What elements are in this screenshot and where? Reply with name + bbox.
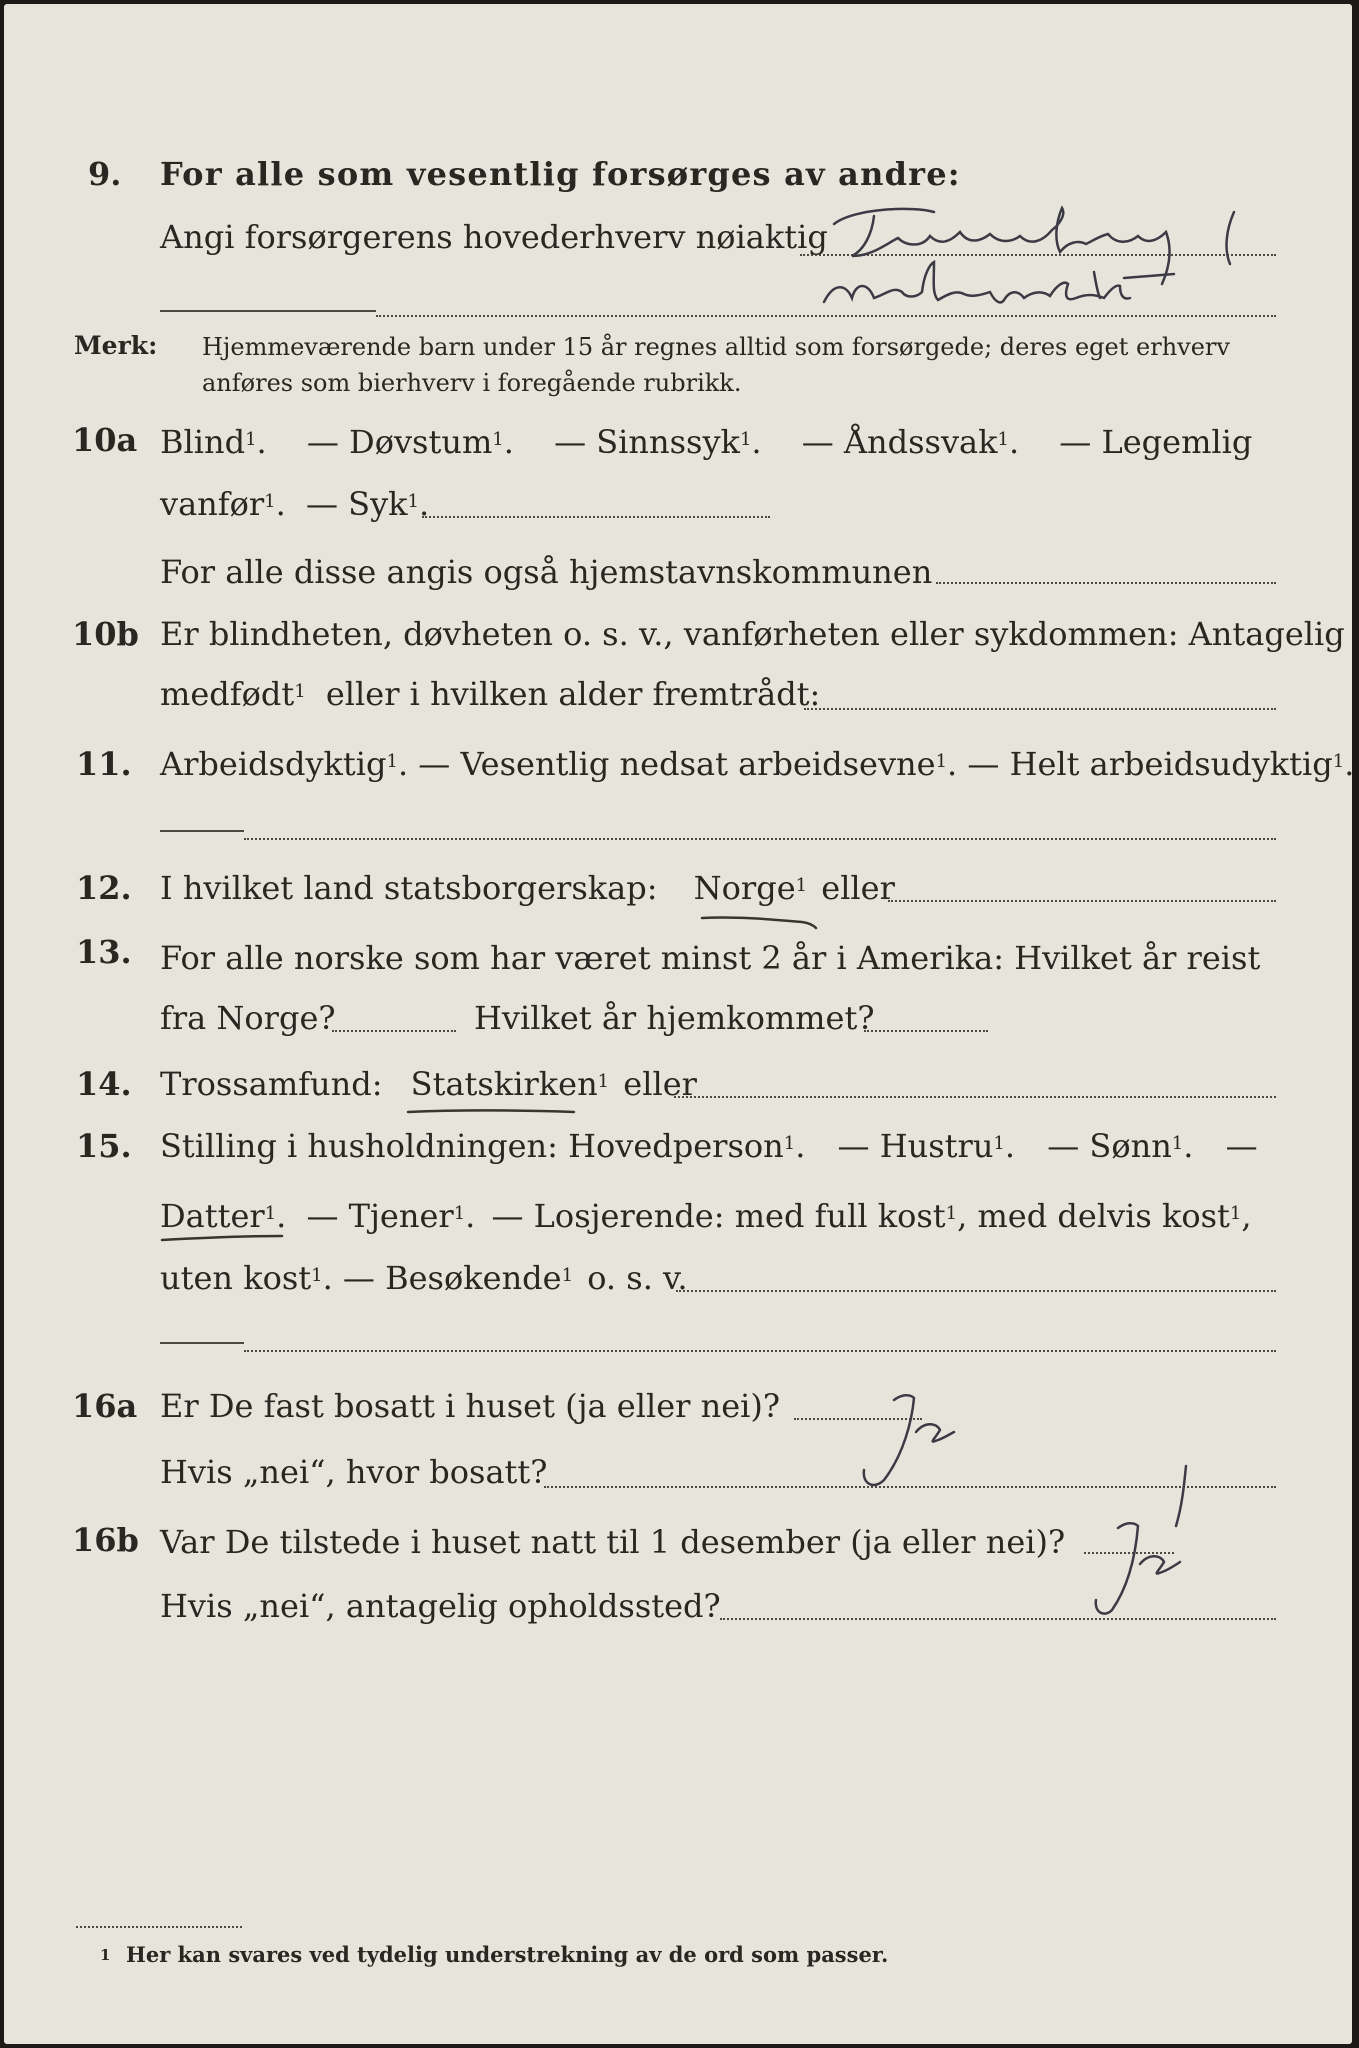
- q9-line2: Angi forsørgerens hovederhverv nøiaktig: [160, 218, 828, 256]
- option-dovstum: — Døvstum: [306, 423, 493, 461]
- q16a-number: 16a: [72, 1387, 138, 1425]
- footnote-marker: 1: [100, 1946, 111, 1964]
- q10a-line3: For alle disse angis også hjemstavnskommunen: [160, 553, 933, 591]
- option-syk: — Syk: [305, 485, 408, 523]
- option-vanfor: vanfør: [160, 485, 265, 523]
- option-nedsat: — Vesentlig nedsat arbeidsevne: [418, 745, 936, 783]
- option-sinnssyk: — Sinnssyk: [554, 423, 740, 461]
- q10a-number: 10a: [72, 421, 138, 459]
- q15-answer-line-2: [244, 1350, 1276, 1352]
- q11-number: 11.: [76, 745, 132, 783]
- option-legemlig: — Legemlig: [1059, 423, 1253, 461]
- q16b-line1: Var De tilstede i huset natt til 1 desember (ja eller nei)?: [160, 1523, 1066, 1561]
- q12-number: 12.: [76, 869, 132, 907]
- q11-line: Arbeidsdyktig$^1$. — Vesentlig nedsat arbeidsevne$^1$. — Helt arbeidsudyktig$^1$.: [160, 745, 1355, 783]
- footnote-text: Her kan svares ved tydelig understrekning av de ord som passer.: [126, 1942, 889, 1967]
- q13-line1: For alle norske som har været minst 2 år i Amerika: Hvilket år reist: [160, 939, 1261, 977]
- q9-handwritten-answer: [794, 194, 1264, 324]
- q15-answer-line: [676, 1290, 1276, 1292]
- option-udyktig: — Helt arbeidsudyktig: [967, 745, 1333, 783]
- q16a-line1: Er De fast bosatt i huset (ja eller nei)?: [160, 1387, 781, 1425]
- q14-line: Trossamfund: Statskirken$^1$ eller: [160, 1065, 697, 1103]
- q12-line: I hvilket land statsborgerskap: Norge$^1$ eller: [160, 869, 895, 907]
- q11-answer-line: [244, 838, 1276, 840]
- statskirken-underline: [404, 1104, 584, 1120]
- option-norge: Norge: [693, 869, 796, 907]
- q9-number: 9.: [88, 155, 122, 193]
- q10b-line1: Er blindheten, døvheten o. s. v., vanførheten eller sykdommen: Antagelig: [160, 615, 1345, 653]
- q15-line3: uten kost$^1$. — Besøkende$^1$ o. s. v.: [160, 1259, 688, 1297]
- footnote-rule: [76, 1926, 242, 1928]
- q16b-number: 16b: [72, 1521, 139, 1559]
- census-form-page: [4, 4, 1355, 2044]
- q10b-answer-line: [804, 708, 1276, 710]
- option-blind: Blind: [160, 423, 246, 461]
- q15-number: 15.: [76, 1127, 132, 1165]
- q13-reist-line: [332, 1030, 456, 1032]
- merk-label: Merk:: [74, 331, 158, 360]
- norge-underline: [698, 912, 828, 932]
- q15-line2: Datter$^1$. — Tjener$^1$. — Losjerende: med full kost$^1$, med delvis kost$^1$,: [160, 1197, 1252, 1235]
- q16a-line2: Hvis „nei“, hvor bosatt?: [160, 1453, 548, 1491]
- option-statskirken: Statskirken: [410, 1065, 598, 1103]
- q13-number: 13.: [76, 933, 132, 971]
- option-medfodt: medfødt: [160, 675, 295, 713]
- q15-line1: Stilling i husholdningen: Hovedperson$^1$. — Hustru$^1$. — Sønn$^1$. —: [160, 1127, 1258, 1165]
- q9-line1: For alle som vesentlig forsørges av andre:: [160, 155, 961, 193]
- option-arbeidsdyktig: Arbeidsdyktig: [160, 745, 387, 783]
- q9-answer-line-2-left: [160, 310, 376, 312]
- q12-answer-line: [888, 900, 1276, 902]
- q10a-hjemstavn-line: [936, 582, 1276, 584]
- q15-line-left: [160, 1342, 244, 1344]
- q14-answer-line: [674, 1096, 1276, 1098]
- q10a-line1: Blind$^1$. — Døvstum$^1$. — Sinnssyk$^1$. — Åndssvak$^1$. — Legemlig: [160, 423, 1253, 461]
- q10a-line2: vanfør$^1$. — Syk$^1$.: [160, 485, 430, 523]
- option-datter: Datter: [160, 1197, 265, 1235]
- q10b-number: 10b: [72, 615, 139, 653]
- q13-hjemkommet-line: [864, 1030, 988, 1032]
- q11-line-left: [160, 830, 244, 832]
- merk-line2: anføres som bierhverv i foregående rubrikk.: [202, 369, 742, 397]
- q13-line2a: fra Norge?: [160, 999, 336, 1037]
- q13-line2b: Hvilket år hjemkommet?: [474, 999, 875, 1037]
- datter-underline: [158, 1230, 288, 1246]
- q10b-line2: medfødt$^1$ eller i hvilken alder fremtrådt:: [160, 675, 821, 713]
- q16a-handwritten-answer: [844, 1384, 974, 1494]
- q16b-handwritten-answer: [1084, 1512, 1194, 1622]
- option-andssvak: — Åndssvak: [801, 423, 998, 461]
- q10a-syk-line: [422, 516, 770, 518]
- q14-number: 14.: [76, 1065, 132, 1103]
- q16b-line2: Hvis „nei“, antagelig opholdssted?: [160, 1587, 721, 1625]
- merk-line1: Hjemmeværende barn under 15 år regnes alltid som forsørgede; deres eget erhverv: [202, 333, 1230, 361]
